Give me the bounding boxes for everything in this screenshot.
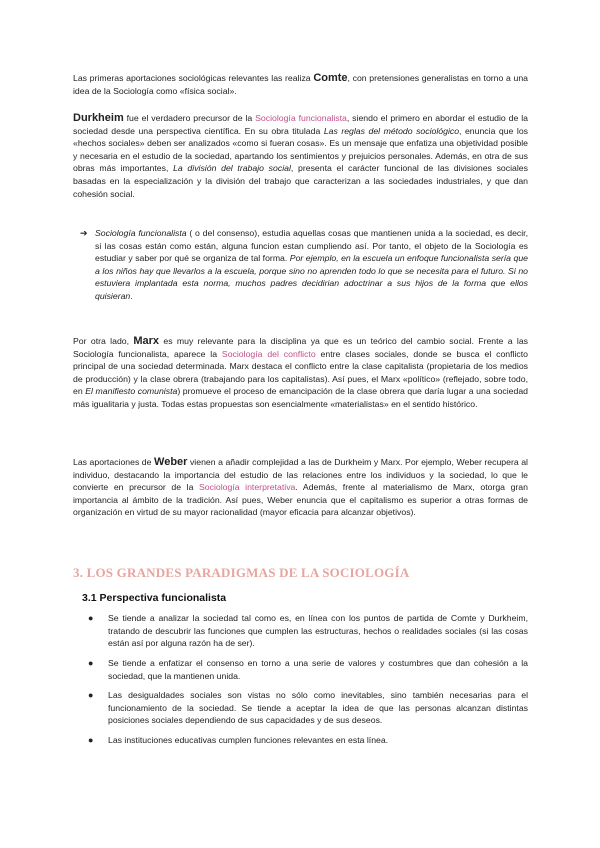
text: .	[130, 290, 133, 301]
name-comte: Comte	[313, 72, 348, 84]
paragraph-marx	[73, 335, 528, 411]
name-durkheim: Durkheim	[73, 112, 124, 124]
term: Sociología funcionalista	[95, 228, 187, 238]
term-sociologia-funcionalista: Sociología funcionalista	[255, 113, 347, 123]
text: , siendo el primero en abordar el estudio de la sociedad desde una perspectiva científica. En su obra titulada	[73, 113, 528, 136]
bullet-text: Se tiende a enfatizar el consenso en torno a una serie de valores y costumbres que dan cohesión a la sociedad, que la mantienen unida.	[108, 658, 528, 681]
text: entre clases sociales, donde se busca el conflicto principal de una sociedad determinada. Marx destaca el conflicto entre la clase capitalista (propietaria de los medios de producción) y la clase obrera (trabajando para los capitalistas). Así pues, el Marx «político» (reflejado, sobre todo, en	[73, 348, 528, 397]
bullet-text: Las instituciones educativas cumplen funciones relevantes en esta línea.	[108, 735, 389, 745]
paragraph-comte	[73, 72, 528, 97]
name-weber: Weber	[154, 456, 188, 468]
text: fue el verdadero precursor de la	[123, 113, 256, 123]
bullet-icon: ●	[88, 658, 94, 668]
bullet-item	[88, 734, 528, 747]
paragraph-weber	[73, 456, 528, 519]
text: ( o del consenso), estudia aquellas cosas que mantienen unida a la sociedad, es decir, si las cosas están como están, alguna funcion estan cumpliendo así. Por tanto, el objeto de la Sociología es estudiar y saber por qué se organiza de tal forma.	[95, 228, 529, 264]
text: vienen a añadir complejidad a las de Durkheim y Marx. Por ejemplo, Weber recupera al individuo, destacando la importancia del estudio de las relaciones entre los individuos y la sociedad, lo que le convierte en precursor de la	[73, 457, 528, 493]
book-title: Las reglas del método sociológico	[323, 125, 460, 136]
bullet-icon: ●	[88, 735, 94, 745]
text: ) promueve el proceso de emancipación de la clase obrera que daría lugar a una sociedad más igualitaria y justa. Todas estas propuestas son esencialmente «materialistas» en el sentido histórico.	[73, 386, 529, 409]
term-sociologia-conflicto: Sociología del conflicto	[221, 348, 316, 359]
example-text: Por ejemplo, en la escuela un enfoque funcionalista sería que a los niños hay que llevarlos a la escuela, porque sino no aprenden todo lo que se necesita para el futuro. Si no estuviera implantada esta norma, muchos padres decidirian adoctrinar a sus hijos de la forma que ellos quisieran	[95, 253, 528, 301]
book-title: El manifiesto comunista	[85, 386, 178, 397]
bullet-item	[88, 612, 528, 650]
term-sociologia-interpretativa: Sociología interpretativa	[199, 482, 296, 493]
text: Las aportaciones de	[73, 457, 155, 467]
paragraph-durkheim	[73, 112, 528, 200]
text: es muy relevante para la disciplina ya que es un teórico del cambio social. Frente a las Sociología funcionalista, aparece la	[73, 336, 529, 359]
text: , presenta el carácter funcional de las divisiones sociales basadas en la especialización y la división del trabajo que caracterizan a las sociedades industriales, y que dan cohesión social.	[73, 163, 528, 199]
book-title: La división del trabajo social	[173, 163, 291, 174]
bullet-item	[88, 689, 528, 727]
name-marx: Marx	[133, 335, 160, 347]
text: , enuncia que los «hechos sociales» deben ser analizados «como si fueran cosas». Es un mensaje que enfatiza una objetividad posible y necesaria en el estudio de la sociedad, apartando los sentimientos y prejuicios personales. Además, en otra de sus obras más importantes,	[73, 125, 529, 174]
bullet-icon: ●	[88, 613, 94, 623]
bullet-icon: ●	[88, 690, 94, 700]
bullet-text: Las desigualdades sociales son vistas no sólo como inevitables, sino también necesarias para el funcionamiento de la sociedad. Se tiende a aceptar la idea de que las personas alcanzan distintas posiciones sociales dependiendo de sus capacidades y de sus deseos.	[108, 690, 528, 726]
bullet-text: Se tiende a analizar la sociedad tal como es, en línea con los puntos de partida de Comte y Durkheim, tratando de descubrir las funciones que cumplen las estructuras, hechos o realidades sociales (si las cosas están así por alguna razón ha de ser).	[108, 613, 528, 649]
subsection-heading: 3.1 Perspectiva funcionalista	[82, 592, 227, 604]
section-heading: 3. LOS GRANDES PARADIGMAS DE LA SOCIOLOGÍA	[73, 565, 410, 580]
bullet-item	[88, 657, 528, 682]
arrow-list-item	[80, 227, 529, 303]
text: Por otra lado,	[73, 336, 134, 346]
arrow-icon: ➔	[80, 228, 88, 238]
text: Las primeras aportaciones sociológicas relevantes las realiza	[73, 73, 314, 83]
text: , con pretensiones generalistas en torno a una idea de la Sociología como «física social».	[73, 73, 529, 96]
text: . Además, frente al materialismo de Marx, otorga gran importancia al ámbito de la tradición. Así pues, Weber enuncia que el capitalismo es superior a otras formas de organización en virtud de su mayor racionalidad (mayor eficacia para alcanzar objetivos).	[73, 482, 528, 518]
